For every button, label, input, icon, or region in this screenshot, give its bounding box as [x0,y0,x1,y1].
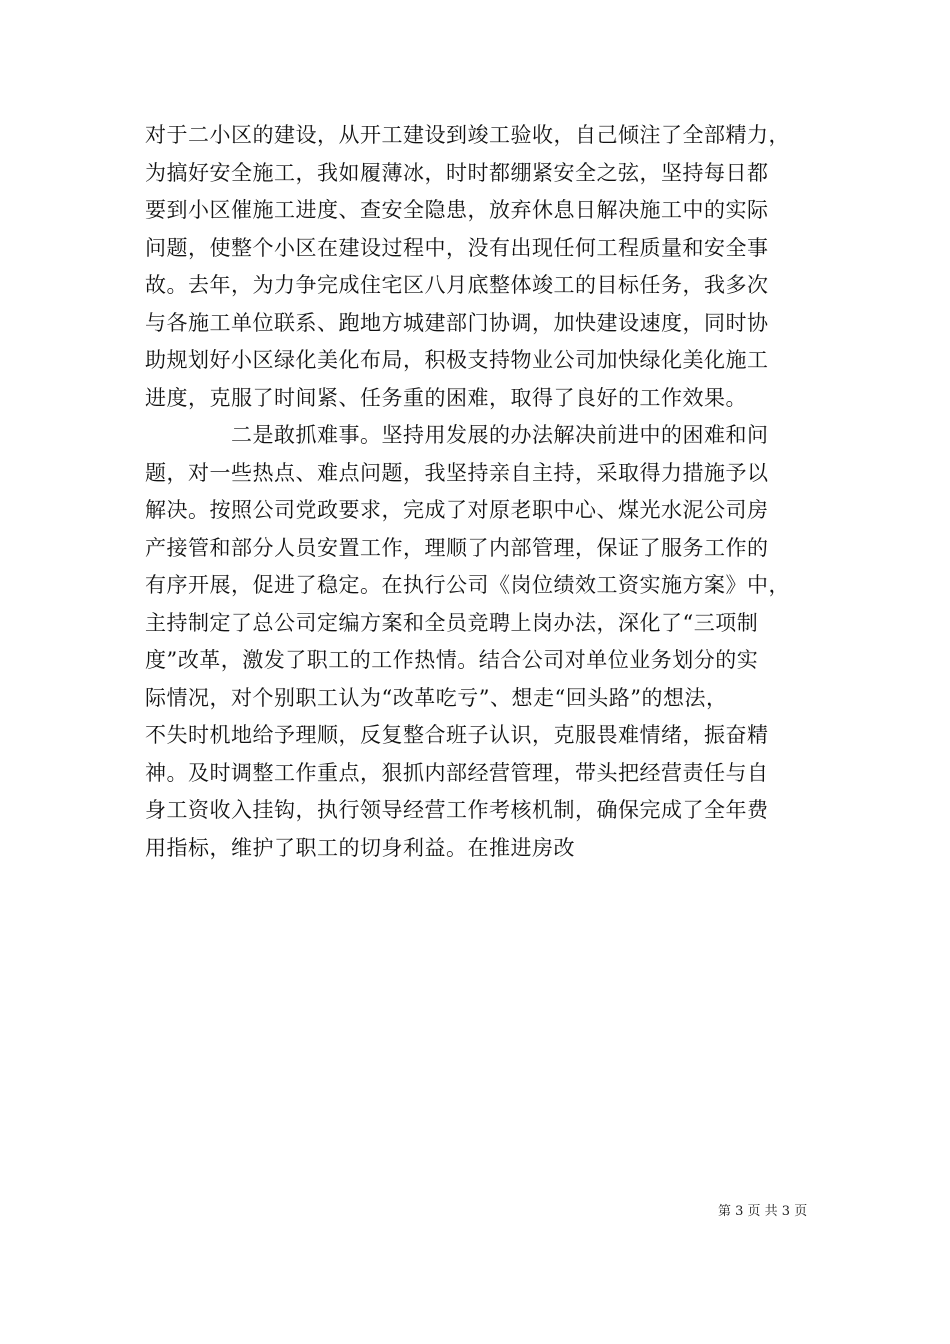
text-line-1: 对于二小区的建设，从开工建设到竣工验收，自己倾注了全部精力， [145,123,790,147]
text-line-3: 要到小区催施工进度、查安全隐患，放弃休息日解决施工中的实际 [145,198,769,222]
text-line-14: 主持制定了总公司定编方案和全员竞聘上岗办法，深化了“三项制 [145,610,759,635]
text-line-15: 度”改革，激发了职工的工作热情。结合公司对单位业务划分的实 [145,648,759,672]
text-line-17: 不失时机地给予理顺，反复整合班子认识，克服畏难情绪，振奋精 [145,723,769,747]
body-text [145,117,825,867]
text-line-5: 故。去年，为力争完成住宅区八月底整体竣工的目标任务，我多次 [145,273,769,297]
page-number-footer: 第 3 页 共 3 页 [718,1204,808,1219]
text-line-10: 题，对一些热点、难点问题，我坚持亲自主持，采取得力措施予以 [145,460,769,485]
text-line-19: 身工资收入挂钩，执行领导经营工作考核机制，确保完成了全年费 [145,798,769,822]
text-line-2: 为搞好安全施工，我如履薄冰，时时都绷紧安全之弦，坚持每日都 [145,160,769,185]
text-line-18: 神。及时调整工作重点，狠抓内部经营管理，带头把经营责任与自 [145,760,769,785]
text-line-12: 产接管和部分人员安置工作，理顺了内部管理，保证了服务工作的 [145,535,769,560]
text-line-8: 进度，克服了时间紧、任务重的困难，取得了良好的工作效果。 [145,385,747,410]
text-line-11: 解决。按照公司党政要求，完成了对原老职中心、煤光水泥公司房 [145,498,769,522]
text-line-4: 问题，使整个小区在建设过程中，没有出现任何工程质量和安全事 [145,235,769,260]
text-line-20: 用指标，维护了职工的切身利益。在推进房改 [145,835,575,860]
text-line-9: 二是敢抓难事。坚持用发展的办法解决前进中的困难和问 [145,423,769,447]
text-line-7: 助规划好小区绿化美化布局，积极支持物业公司加快绿化美化施工 [145,348,769,372]
text-line-16: 际情况，对个别职工认为“改革吃亏”、想走“回头路”的想法， [145,685,728,710]
text-line-13: 有序开展，促进了稳定。在执行公司《岗位绩效工资实施方案》中， [145,573,790,597]
text-line-6: 与各施工单位联系、跑地方城建部门协调，加快建设速度，同时协 [145,310,769,335]
